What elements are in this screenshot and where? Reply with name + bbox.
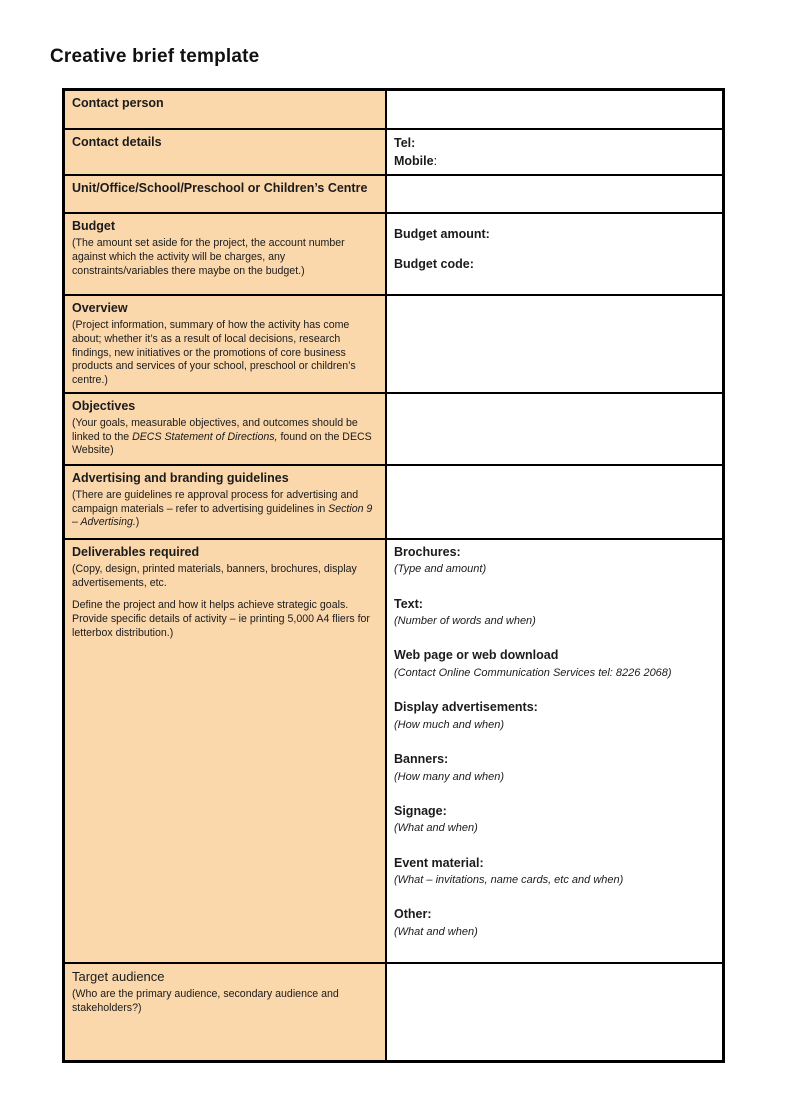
advertising-label: Advertising and branding guidelines — [72, 470, 289, 485]
advertising-desc-part1: (There are guidelines re approval process for advertising and campaign materials – refer to advertising guidelines in — [72, 488, 359, 515]
unit-office-label: Unit/Office/School/Preschool or Children’s Centre — [72, 181, 368, 195]
mobile-colon: : — [433, 154, 438, 168]
row-contact-details — [65, 130, 722, 176]
advertising-description — [72, 489, 378, 530]
objectives-desc-part1: (Your goals, measurable objectives, and outcomes should be linked to the — [72, 416, 358, 443]
budget-code-field-label: Budget code: — [394, 256, 474, 271]
other-field-note: (What and when) — [394, 925, 478, 938]
event-material-field-note: (What – invitations, name cards, etc and when) — [394, 874, 624, 887]
overview-label: Overview — [72, 301, 128, 315]
overview-description: (Project information, summary of how the activity has come about; whether it’s as a result of local decisions, research findings, new initiatives or the promotions of core business products and services of your school, preschool or children’s centre.) — [72, 319, 356, 387]
deliverable-item-event-material — [394, 855, 715, 888]
deliverable-item-banners — [394, 751, 715, 784]
row-unit-office — [65, 176, 722, 214]
banners-field-note: (How many and when) — [394, 770, 505, 783]
target-audience-label-cell — [65, 964, 387, 1060]
advertising-desc-part2: ) — [135, 516, 140, 529]
target-audience-description: (Who are the primary audience, secondary audience and stakeholders?) — [72, 987, 339, 1014]
target-audience-label: Target audience — [72, 969, 165, 985]
text-field-label: Text: — [394, 596, 423, 611]
contact-details-value-cell — [387, 130, 722, 174]
signage-field-label: Signage: — [394, 803, 447, 818]
overview-label-cell — [65, 296, 387, 392]
objectives-value-cell — [387, 394, 722, 464]
row-objectives — [65, 394, 722, 466]
deliverables-description-1: (Copy, design, printed materials, banners, brochures, display advertisements, etc. — [72, 562, 357, 589]
advertising-value-cell — [387, 466, 722, 538]
budget-label: Budget — [72, 219, 116, 233]
deliverable-item-brochures — [394, 544, 715, 577]
unit-office-label-cell — [65, 176, 387, 212]
contact-details-label-cell — [65, 130, 387, 174]
objectives-label-cell — [65, 394, 387, 464]
target-audience-value-cell — [387, 964, 722, 1060]
contact-details-label: Contact details — [72, 135, 162, 149]
row-deliverables — [65, 540, 722, 964]
deliverable-item-display-ads — [394, 699, 715, 732]
row-contact-person — [65, 91, 722, 130]
budget-value-cell — [387, 214, 722, 294]
contact-person-label: Contact person — [72, 96, 164, 110]
advertising-label-cell — [65, 466, 387, 538]
contact-person-value-cell — [387, 91, 722, 128]
objectives-description — [72, 417, 378, 458]
creative-brief-table — [62, 88, 725, 1063]
budget-description: (The amount set aside for the project, the account number against which the activity will be charges, any constraints/variables there maybe on the budget.) — [72, 237, 345, 277]
mobile-word: Mobile — [394, 154, 434, 168]
mobile-field-label — [394, 152, 715, 170]
signage-field-note: (What and when) — [394, 822, 478, 835]
banners-field-label: Banners: — [394, 752, 449, 767]
event-material-field-label: Event material: — [394, 855, 484, 870]
row-target-audience — [65, 964, 722, 1060]
row-budget — [65, 214, 722, 296]
deliverables-label: Deliverables required — [72, 544, 200, 559]
other-field-label: Other: — [394, 907, 432, 922]
budget-amount-field-label: Budget amount: — [394, 227, 490, 241]
budget-label-cell — [65, 214, 387, 294]
deliverables-description-2: Define the project and how it helps achieve strategic goals. Provide specific details of activity – ie printing 5,000 A4 fliers for letterbox distribution.) — [72, 599, 370, 639]
page-title: Creative brief template — [50, 46, 260, 67]
objectives-label: Objectives — [72, 398, 136, 413]
display-ads-field-note: (How much and when) — [394, 718, 505, 731]
deliverable-item-webpage — [394, 647, 715, 680]
deliverable-item-other — [394, 906, 715, 939]
objectives-desc-part2: found on the DECS Website) — [72, 430, 372, 457]
deliverables-label-cell — [65, 540, 387, 962]
advertising-desc-italic: Section 9 – Advertising. — [72, 502, 373, 529]
webpage-field-label: Web page or web download — [394, 648, 559, 663]
row-advertising-guidelines — [65, 466, 722, 540]
display-ads-field-label: Display advertisements: — [394, 700, 538, 715]
objectives-desc-italic: DECS Statement of Directions, — [132, 430, 278, 443]
brochures-field-note: (Type and amount) — [394, 563, 487, 576]
unit-office-value-cell — [387, 176, 722, 212]
tel-field-label: Tel: — [394, 136, 416, 150]
row-overview — [65, 296, 722, 394]
text-field-note: (Number of words and when) — [394, 615, 536, 628]
webpage-field-note: (Contact Online Communication Services tel: 8226 2068) — [394, 666, 672, 679]
deliverables-value-cell — [387, 540, 722, 962]
overview-value-cell — [387, 296, 722, 392]
deliverable-item-text — [394, 596, 715, 629]
brochures-field-label: Brochures: — [394, 544, 461, 559]
contact-person-label-cell — [65, 91, 387, 128]
deliverable-item-signage — [394, 803, 715, 836]
